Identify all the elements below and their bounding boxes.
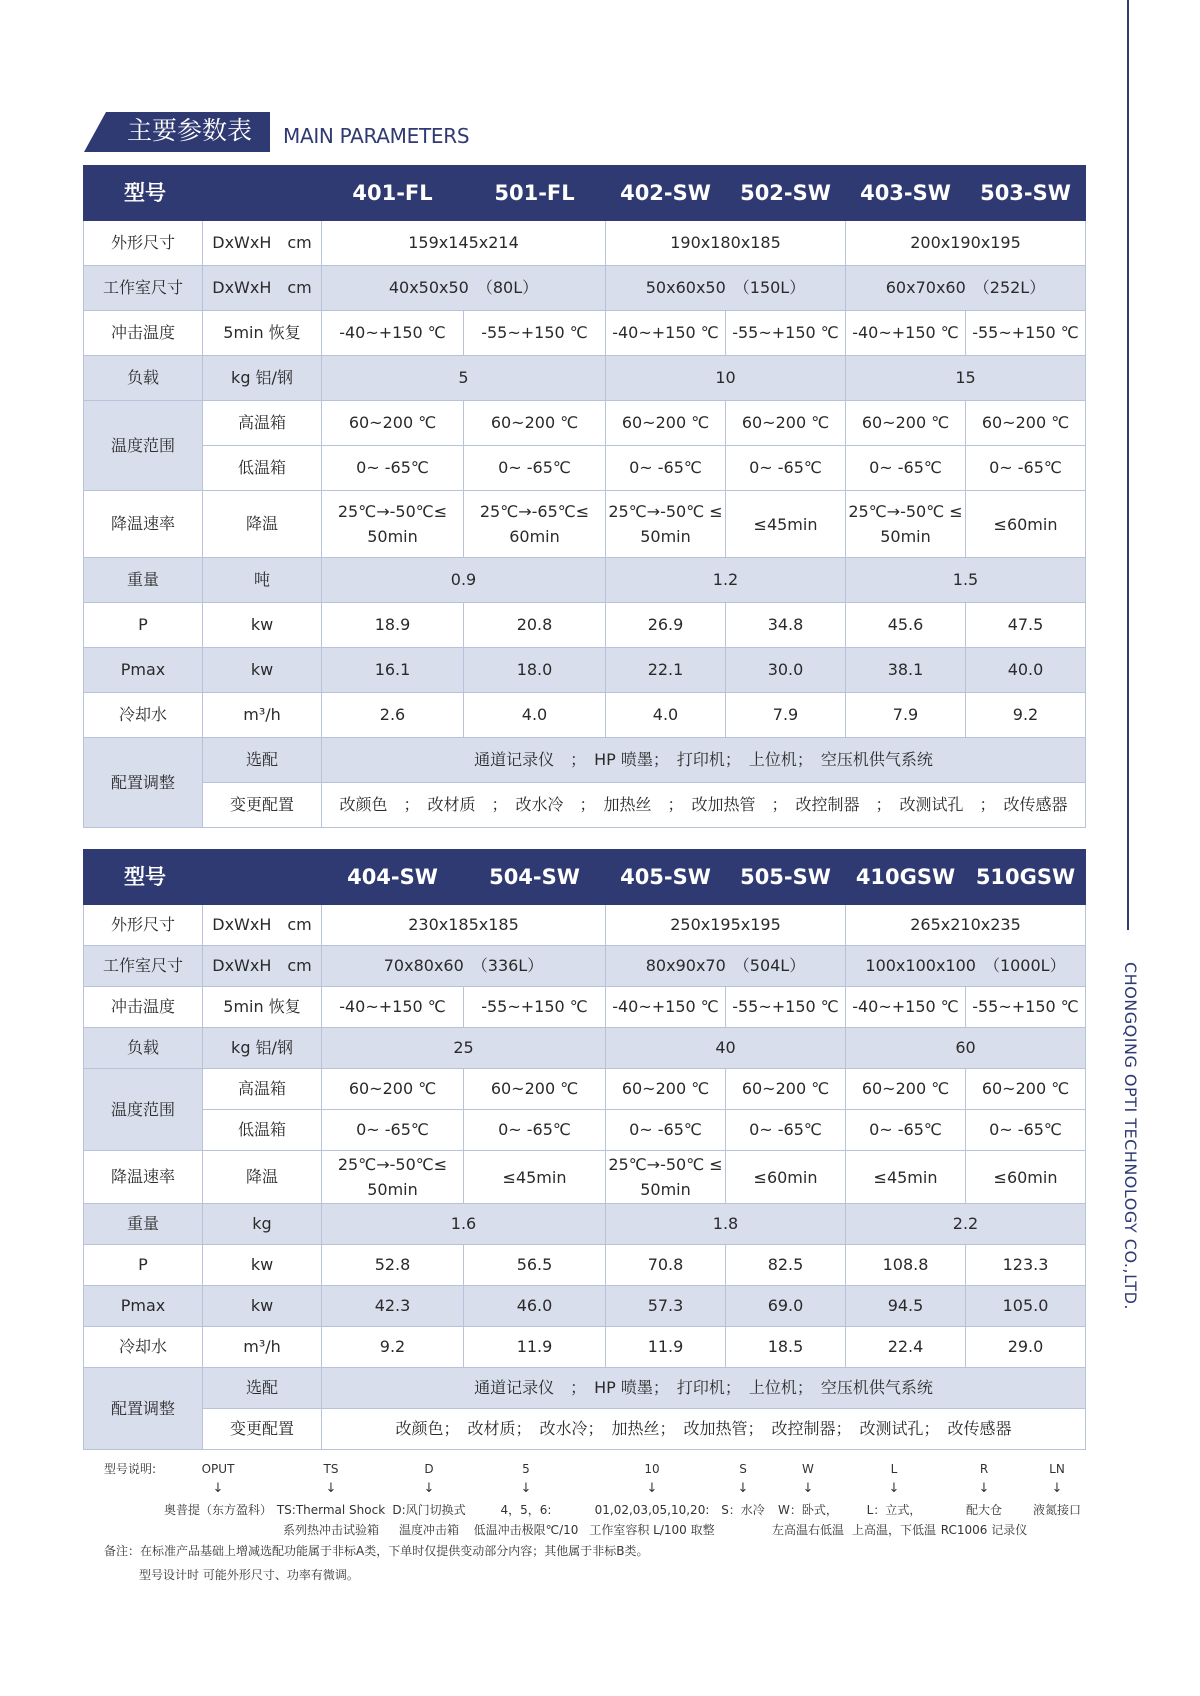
row-unit: 选配 — [203, 1368, 322, 1409]
table-cell: 60 — [846, 1028, 1086, 1069]
table-cell: 7.9 — [846, 693, 966, 738]
legend-label: 型号说明: — [104, 1462, 157, 1476]
table-cell: 94.5 — [846, 1286, 966, 1327]
table-cell: 190x180x185 — [606, 221, 846, 266]
table-cell: 1.8 — [606, 1204, 846, 1245]
legend-desc: S：水冷 — [721, 1503, 765, 1517]
row-unit: DxWxH cm — [203, 221, 322, 266]
table-cell: 0~ -65℃ — [606, 1110, 726, 1151]
row-label: 冷却水 — [84, 1327, 203, 1368]
model-name: 402-SW — [606, 166, 726, 221]
table-cell: 9.2 — [966, 693, 1086, 738]
down-arrow-icon: ↓ — [737, 1481, 749, 1496]
row-unit: DxWxH cm — [203, 266, 322, 311]
legend-code: S — [739, 1462, 747, 1476]
table-cell: 0~ -65℃ — [966, 446, 1086, 491]
table-cell: 11.9 — [464, 1327, 606, 1368]
table-cell: 22.4 — [846, 1327, 966, 1368]
legend-item — [1033, 1460, 1081, 1540]
down-arrow-icon: ↓ — [1051, 1481, 1063, 1496]
table-cell: 34.8 — [726, 603, 846, 648]
table-cell: 改颜色； 改材质； 改水冷； 加热丝； 改加热管； 改控制器； 改测试孔； 改传感器 — [322, 1409, 1086, 1450]
table-cell: -55~+150 ℃ — [464, 311, 606, 356]
legend-desc: 奥普提（东方盈科） — [163, 1503, 273, 1517]
row-label: 配置调整 — [84, 1368, 203, 1450]
load-row — [84, 1028, 1086, 1069]
table-cell: 7.9 — [726, 693, 846, 738]
temp-low-row — [84, 446, 1086, 491]
model-name: 505-SW — [726, 850, 846, 905]
row-unit: 5min 恢复 — [203, 987, 322, 1028]
table-cell: -40~+150 ℃ — [322, 987, 464, 1028]
row-label: 配置调整 — [84, 738, 203, 828]
company-name-vertical: CHONGQING OPTI TECHNOLOGY CO.,LTD. — [1121, 962, 1140, 1310]
table-cell: 30.0 — [726, 648, 846, 693]
legend-desc: 配大仓 — [965, 1503, 1003, 1517]
page-title-cn: 主要参数表 — [127, 116, 253, 145]
row-unit: DxWxH cm — [203, 946, 322, 987]
table-cell: 57.3 — [606, 1286, 726, 1327]
table-cell: -40~+150 ℃ — [322, 311, 464, 356]
legend-item — [474, 1460, 579, 1540]
table-cell: 123.3 — [966, 1245, 1086, 1286]
row-unit: 降温 — [203, 1151, 322, 1204]
table-cell: ≤45min — [464, 1151, 606, 1204]
config-optional-row — [84, 1368, 1086, 1409]
down-arrow-icon: ↓ — [978, 1481, 990, 1496]
table-cell: 69.0 — [726, 1286, 846, 1327]
down-arrow-icon: ↓ — [520, 1481, 532, 1496]
table-cell: 0~ -65℃ — [846, 1110, 966, 1151]
model-name: 405-SW — [606, 850, 726, 905]
table-cell: ≤45min — [726, 491, 846, 558]
legend-desc — [721, 1520, 765, 1540]
weight-row — [84, 1204, 1086, 1245]
model-name: 403-SW — [846, 166, 966, 221]
legend-desc: 工作室容积 L/100 取整 — [589, 1523, 715, 1537]
cooling-rate-row — [84, 1151, 1086, 1204]
table-cell: 45.6 — [846, 603, 966, 648]
table-cell: 18.9 — [322, 603, 464, 648]
temp-low-row — [84, 1110, 1086, 1151]
legend-item — [589, 1460, 714, 1540]
row-unit: DxWxH cm — [203, 905, 322, 946]
table-cell: 4.0 — [606, 693, 726, 738]
legend-code: L — [890, 1462, 898, 1476]
table-cell: 0~ -65℃ — [726, 446, 846, 491]
table-cell: 80x90x70 （504L） — [606, 946, 846, 987]
legend-item — [721, 1460, 765, 1540]
table-cell: 1.6 — [322, 1204, 606, 1245]
temp-high-row — [84, 1069, 1086, 1110]
table-cell: 250x195x195 — [606, 905, 846, 946]
table-cell: 25℃→-50℃≤ 50min — [322, 1151, 464, 1204]
chamber-size-row — [84, 946, 1086, 987]
legend-code: TS — [323, 1462, 339, 1476]
weight-row — [84, 558, 1086, 603]
legend-desc — [1033, 1520, 1081, 1540]
table-cell: 18.0 — [464, 648, 606, 693]
legend-code: 5 — [522, 1462, 530, 1476]
legend-desc: RC1006 记录仪 — [940, 1523, 1028, 1537]
table-cell: 0~ -65℃ — [966, 1110, 1086, 1151]
table-cell: 60~200 ℃ — [464, 1069, 606, 1110]
model-header-label: 型号 — [84, 850, 322, 905]
table-cell: -55~+150 ℃ — [726, 987, 846, 1028]
table-cell: 0~ -65℃ — [846, 446, 966, 491]
table-cell: 0~ -65℃ — [322, 446, 464, 491]
row-unit: kg 铝/钢 — [203, 1028, 322, 1069]
legend-desc: L：立式， — [866, 1503, 922, 1517]
row-label: Pmax — [84, 648, 203, 693]
table-cell: 159x145x214 — [322, 221, 606, 266]
legend-desc: W：卧式， — [778, 1503, 838, 1517]
row-unit: 降温 — [203, 491, 322, 558]
table-cell: 52.8 — [322, 1245, 464, 1286]
table-cell: 265x210x235 — [846, 905, 1086, 946]
table-cell: 60~200 ℃ — [966, 1069, 1086, 1110]
table-cell: -40~+150 ℃ — [846, 987, 966, 1028]
table-cell: 26.9 — [606, 603, 726, 648]
row-unit: kw — [203, 603, 322, 648]
table-cell: 4.0 — [464, 693, 606, 738]
vertical-rule — [1127, 0, 1129, 930]
row-label: 温度范围 — [84, 1069, 203, 1151]
table-cell: -55~+150 ℃ — [726, 311, 846, 356]
legend-item — [941, 1460, 1027, 1540]
table-cell: 0~ -65℃ — [606, 446, 726, 491]
down-arrow-icon: ↓ — [423, 1481, 435, 1496]
model-name: 501-FL — [464, 166, 606, 221]
model-name: 404-SW — [322, 850, 464, 905]
legend-item — [772, 1460, 844, 1540]
temp-high-row — [84, 401, 1086, 446]
chamber-size-row — [84, 266, 1086, 311]
shock-temp-row — [84, 311, 1086, 356]
legend-code: LN — [1049, 1462, 1065, 1476]
table-cell: 10 — [606, 356, 846, 401]
row-label: P — [84, 603, 203, 648]
table-cell: -55~+150 ℃ — [966, 987, 1086, 1028]
down-arrow-icon: ↓ — [888, 1481, 900, 1496]
legend-code: OPUT — [201, 1462, 235, 1476]
table-cell: 82.5 — [726, 1245, 846, 1286]
table-cell: ≤60min — [966, 491, 1086, 558]
table-cell: 60~200 ℃ — [846, 401, 966, 446]
table-cell: 60~200 ℃ — [322, 1069, 464, 1110]
model-name: 410GSW — [846, 850, 966, 905]
table-cell: -55~+150 ℃ — [966, 311, 1086, 356]
table-cell: -40~+150 ℃ — [606, 987, 726, 1028]
table-cell: 25℃→-50℃ ≤ 50min — [606, 1151, 726, 1204]
table-cell: -55~+150 ℃ — [464, 987, 606, 1028]
row-label: 冲击温度 — [84, 311, 203, 356]
legend-desc: 01,02,03,05,10,20: — [594, 1503, 710, 1517]
table-cell: 230x185x185 — [322, 905, 606, 946]
legend-desc: 左高温右低温 — [771, 1523, 845, 1537]
remark-line-2: 型号设计时 可能外形尺寸、功率有微调。 — [139, 1568, 359, 1582]
table-cell: 20.8 — [464, 603, 606, 648]
table-cell: 1.2 — [606, 558, 846, 603]
table-cell: 60~200 ℃ — [606, 401, 726, 446]
legend-code: D — [424, 1462, 434, 1476]
dimension-row — [84, 221, 1086, 266]
row-label: 工作室尺寸 — [84, 266, 203, 311]
model-name: 502-SW — [726, 166, 846, 221]
row-unit: kw — [203, 1286, 322, 1327]
row-label: 工作室尺寸 — [84, 946, 203, 987]
table-cell: 70x80x60 （336L） — [322, 946, 606, 987]
table-cell: -40~+150 ℃ — [606, 311, 726, 356]
row-unit: 变更配置 — [203, 1409, 322, 1450]
table-cell: 0~ -65℃ — [464, 1110, 606, 1151]
page-title-en: MAIN PARAMETERS — [283, 124, 470, 148]
table-cell: 60~200 ℃ — [464, 401, 606, 446]
table-cell: 46.0 — [464, 1286, 606, 1327]
row-unit: kw — [203, 1245, 322, 1286]
table-cell: 25℃→-50℃≤ 50min — [322, 491, 464, 558]
table-cell: 16.1 — [322, 648, 464, 693]
table-cell: 200x190x195 — [846, 221, 1086, 266]
row-label: 重量 — [84, 558, 203, 603]
model-header-row — [84, 850, 1086, 905]
table-cell: 通道记录仪 ； HP 喷墨； 打印机； 上位机； 空压机供气系统 — [322, 1368, 1086, 1409]
legend-item — [164, 1460, 272, 1540]
config-change-row — [84, 1409, 1086, 1450]
model-header-row — [84, 166, 1086, 221]
table-cell: ≤45min — [846, 1151, 966, 1204]
table-cell: 40 — [606, 1028, 846, 1069]
table-cell: 29.0 — [966, 1327, 1086, 1368]
table-cell: 25℃→-50℃ ≤ 50min — [606, 491, 726, 558]
table-cell: 9.2 — [322, 1327, 464, 1368]
row-unit: 吨 — [203, 558, 322, 603]
table-cell: 0~ -65℃ — [726, 1110, 846, 1151]
row-unit: 变更配置 — [203, 783, 322, 828]
row-label: 负载 — [84, 1028, 203, 1069]
row-label: 负载 — [84, 356, 203, 401]
table-cell: 42.3 — [322, 1286, 464, 1327]
cooling-rate-row — [84, 491, 1086, 558]
table-cell: 60x70x60 （252L） — [846, 266, 1086, 311]
table-cell: 60~200 ℃ — [322, 401, 464, 446]
row-label: 降温速率 — [84, 491, 203, 558]
table-cell: 0~ -65℃ — [322, 1110, 464, 1151]
table-cell: 60~200 ℃ — [846, 1069, 966, 1110]
table-cell: 25℃→-50℃ ≤ 50min — [846, 491, 966, 558]
table-cell: 60~200 ℃ — [606, 1069, 726, 1110]
down-arrow-icon: ↓ — [325, 1481, 337, 1496]
table-cell: 11.9 — [606, 1327, 726, 1368]
row-label: 冲击温度 — [84, 987, 203, 1028]
table-cell: 50x60x50 （150L） — [606, 266, 846, 311]
table-cell: 40x50x50 （80L） — [322, 266, 606, 311]
row-label: Pmax — [84, 1286, 203, 1327]
table-cell: 22.1 — [606, 648, 726, 693]
config-change-row — [84, 783, 1086, 828]
spec-table — [83, 165, 1086, 828]
table-cell: 25℃→-65℃≤ 60min — [464, 491, 606, 558]
table-cell: 60~200 ℃ — [726, 1069, 846, 1110]
table-cell: 105.0 — [966, 1286, 1086, 1327]
power-row — [84, 1245, 1086, 1286]
spec-table — [83, 849, 1086, 1450]
table-cell: 通道记录仪 ； HP 喷墨； 打印机； 上位机； 空压机供气系统 — [322, 738, 1086, 783]
row-unit: kg 铝/钢 — [203, 356, 322, 401]
table-cell: 0.9 — [322, 558, 606, 603]
row-label: P — [84, 1245, 203, 1286]
table-cell: 5 — [322, 356, 606, 401]
row-unit: 低温箱 — [203, 1110, 322, 1151]
row-label: 外形尺寸 — [84, 221, 203, 266]
shock-temp-row — [84, 987, 1086, 1028]
table-cell: 0~ -65℃ — [464, 446, 606, 491]
cooling-water-row — [84, 693, 1086, 738]
legend-desc: 液氮接口 — [1032, 1503, 1082, 1517]
model-name: 503-SW — [966, 166, 1086, 221]
table-cell: 2.6 — [322, 693, 464, 738]
table-cell: 108.8 — [846, 1245, 966, 1286]
row-unit: kg — [203, 1204, 322, 1245]
down-arrow-icon: ↓ — [212, 1481, 224, 1496]
legend-item — [852, 1460, 936, 1540]
legend-desc: 温度冲击箱 — [398, 1523, 460, 1537]
row-label: 温度范围 — [84, 401, 203, 491]
model-name: 510GSW — [966, 850, 1086, 905]
max-power-row — [84, 1286, 1086, 1327]
table-cell: 1.5 — [846, 558, 1086, 603]
down-arrow-icon: ↓ — [802, 1481, 814, 1496]
table-cell: 38.1 — [846, 648, 966, 693]
cooling-water-row — [84, 1327, 1086, 1368]
config-optional-row — [84, 738, 1086, 783]
legend-item — [392, 1460, 465, 1540]
table-cell: 25 — [322, 1028, 606, 1069]
table-cell: 47.5 — [966, 603, 1086, 648]
table-cell: ≤60min — [726, 1151, 846, 1204]
table-cell: 改颜色 ； 改材质 ； 改水冷 ； 加热丝 ； 改加热管 ； 改控制器 ； 改测试孔 ； 改传感器 — [322, 783, 1086, 828]
row-label: 冷却水 — [84, 693, 203, 738]
legend-desc: 上高温，下低温 — [851, 1523, 937, 1537]
row-unit: 选配 — [203, 738, 322, 783]
load-row — [84, 356, 1086, 401]
table-cell: 15 — [846, 356, 1086, 401]
model-name: 401-FL — [322, 166, 464, 221]
remark-line-1: 备注：在标准产品基础上增减选配功能属于非标A类，下单时仅提供变动部分内容；其他属于非标B类。 — [104, 1544, 649, 1558]
row-unit: m³/h — [203, 693, 322, 738]
row-unit: kw — [203, 648, 322, 693]
table-cell: ≤60min — [966, 1151, 1086, 1204]
dimension-row — [84, 905, 1086, 946]
table-cell: 70.8 — [606, 1245, 726, 1286]
table-cell: -40~+150 ℃ — [846, 311, 966, 356]
row-unit: m³/h — [203, 1327, 322, 1368]
legend-desc — [164, 1520, 272, 1540]
table-cell: 60~200 ℃ — [726, 401, 846, 446]
table-cell: 40.0 — [966, 648, 1086, 693]
legend-desc: 低温冲击极限℃/10 — [473, 1523, 579, 1537]
legend-desc: D:风门切换式 — [392, 1503, 466, 1517]
max-power-row — [84, 648, 1086, 693]
power-row — [84, 603, 1086, 648]
legend-code: W — [802, 1462, 814, 1476]
table-cell: 2.2 — [846, 1204, 1086, 1245]
row-unit: 高温箱 — [203, 401, 322, 446]
table-cell: 60~200 ℃ — [966, 401, 1086, 446]
model-name: 504-SW — [464, 850, 606, 905]
legend-desc: TS:Thermal Shock — [276, 1503, 386, 1517]
row-label: 重量 — [84, 1204, 203, 1245]
row-unit: 5min 恢复 — [203, 311, 322, 356]
legend-desc: 系列热冲击试验箱 — [282, 1523, 379, 1537]
legend-code: 10 — [644, 1462, 660, 1476]
legend-desc: 4，5，6: — [500, 1503, 552, 1517]
legend-code: R — [979, 1462, 989, 1476]
table-cell: 100x100x100 （1000L） — [846, 946, 1086, 987]
row-label: 外形尺寸 — [84, 905, 203, 946]
row-unit: 低温箱 — [203, 446, 322, 491]
model-header-label: 型号 — [84, 166, 322, 221]
down-arrow-icon: ↓ — [646, 1481, 658, 1496]
row-unit: 高温箱 — [203, 1069, 322, 1110]
row-label: 降温速率 — [84, 1151, 203, 1204]
legend-item — [277, 1460, 385, 1540]
table-cell: 56.5 — [464, 1245, 606, 1286]
table-cell: 18.5 — [726, 1327, 846, 1368]
